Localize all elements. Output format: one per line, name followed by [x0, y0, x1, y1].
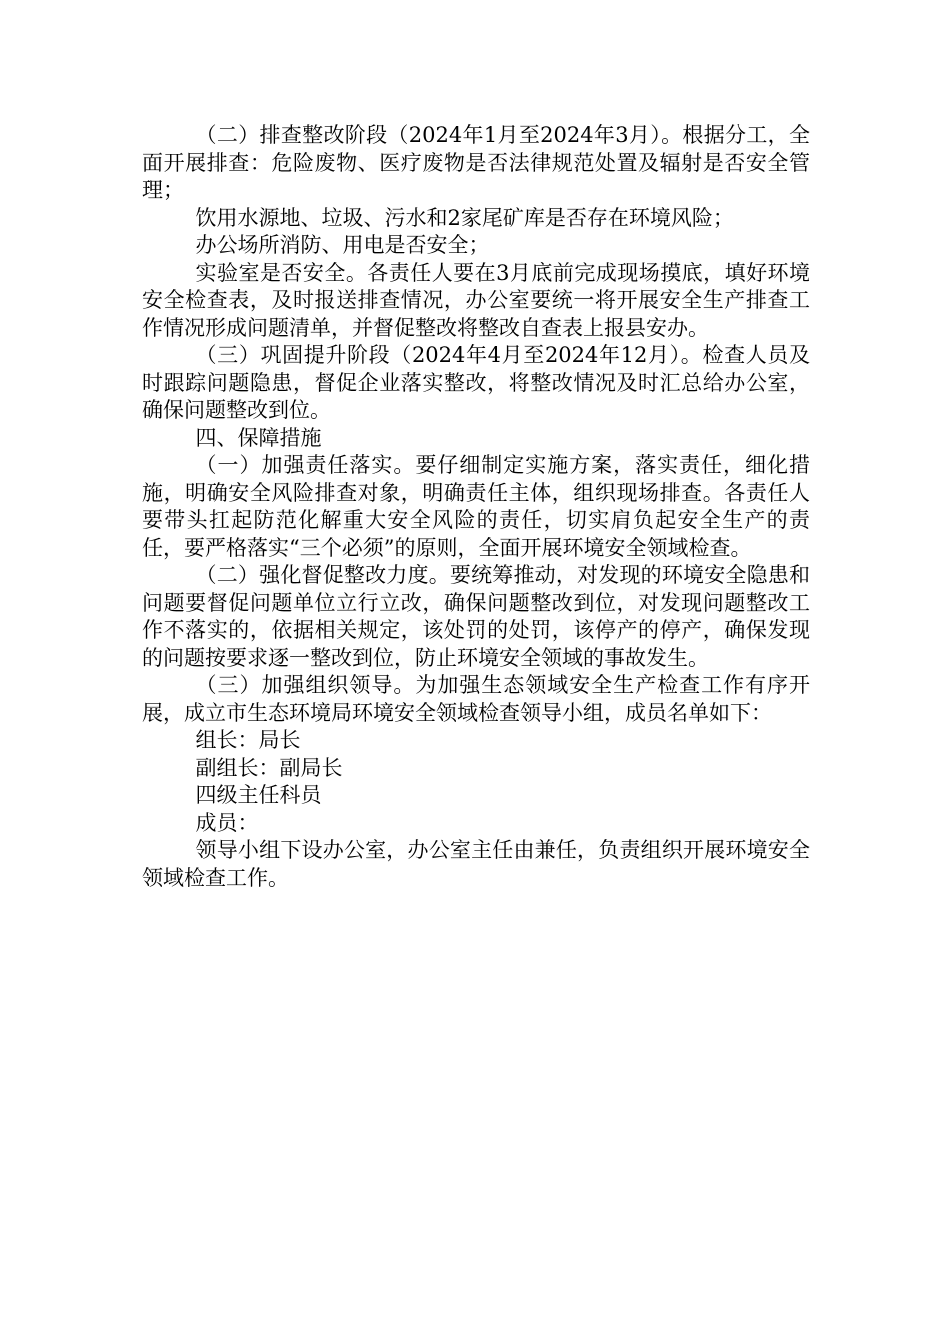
paragraph-rectification: （二）强化督促整改力度。要统筹推动，对发现的环境安全隐患和问题要督促问题单位立行立改，确保问题整改到位，对发现问题整改工作不落实的，依据相关规定，该处罚的处罚，该停产的停产，确保发现的问题按要求逐一整改到位，防止环境安全领域的事故发生。: [142, 563, 810, 670]
paragraph-laboratory: 实验室是否安全。各责任人要在3月底前完成现场摸底，填好环境安全检查表，及时报送排查情况，办公室要统一将开展安全生产排查工作情况形成问题清单，并督促整改将整改自查表上报县安办。: [142, 260, 810, 340]
paragraph-responsibility: （一）加强责任落实。要仔细制定实施方案，落实责任，细化措施，明确安全风险排查对象，明确责任主体，组织现场排查。各责任人要带头扛起防范化解重大安全风险的责任，切实肩负起安全生产的责任，要严格落实“三个必须”的原则，全面开展环境安全领域检查。: [142, 453, 810, 560]
paragraph-inspection-phase: （二）排查整改阶段（2024年1月至2024年3月）。根据分工，全面开展排查：危险废物、医疗废物是否法律规范处置及辐射是否安全管理；: [142, 123, 810, 202]
member-deputy-leader: 副组长：副局长: [195, 755, 343, 780]
member-staff: 四级主任科员: [195, 783, 322, 807]
section-heading-safeguards: 四、保障措施: [195, 425, 322, 450]
paragraph-water-source: 饮用水源地、垃圾、污水和2家尾矿库是否存在环境风险；: [195, 205, 734, 230]
document-body: [142, 122, 810, 892]
paragraph-leadership: （三）加强组织领导。为加强生态领域安全生产检查工作有序开展，成立市生态环境局环境安全领域检查领导小组，成员名单如下：: [142, 673, 810, 725]
paragraph-consolidation-phase: （三）巩固提升阶段（2024年4月至2024年12月）。检查人员及时跟踪问题隐患，督促企业落实整改，将整改情况及时汇总给办公室，确保问题整改到位。: [142, 343, 810, 422]
member-leader: 组长：局长: [195, 728, 301, 752]
member-list: 成员：: [195, 810, 259, 835]
paragraph-office-setup: 领导小组下设办公室，办公室主任由兼任，负责组织开展环境安全领域检查工作。: [142, 838, 810, 890]
paragraph-office-safety: 办公场所消防、用电是否安全；: [195, 233, 490, 257]
